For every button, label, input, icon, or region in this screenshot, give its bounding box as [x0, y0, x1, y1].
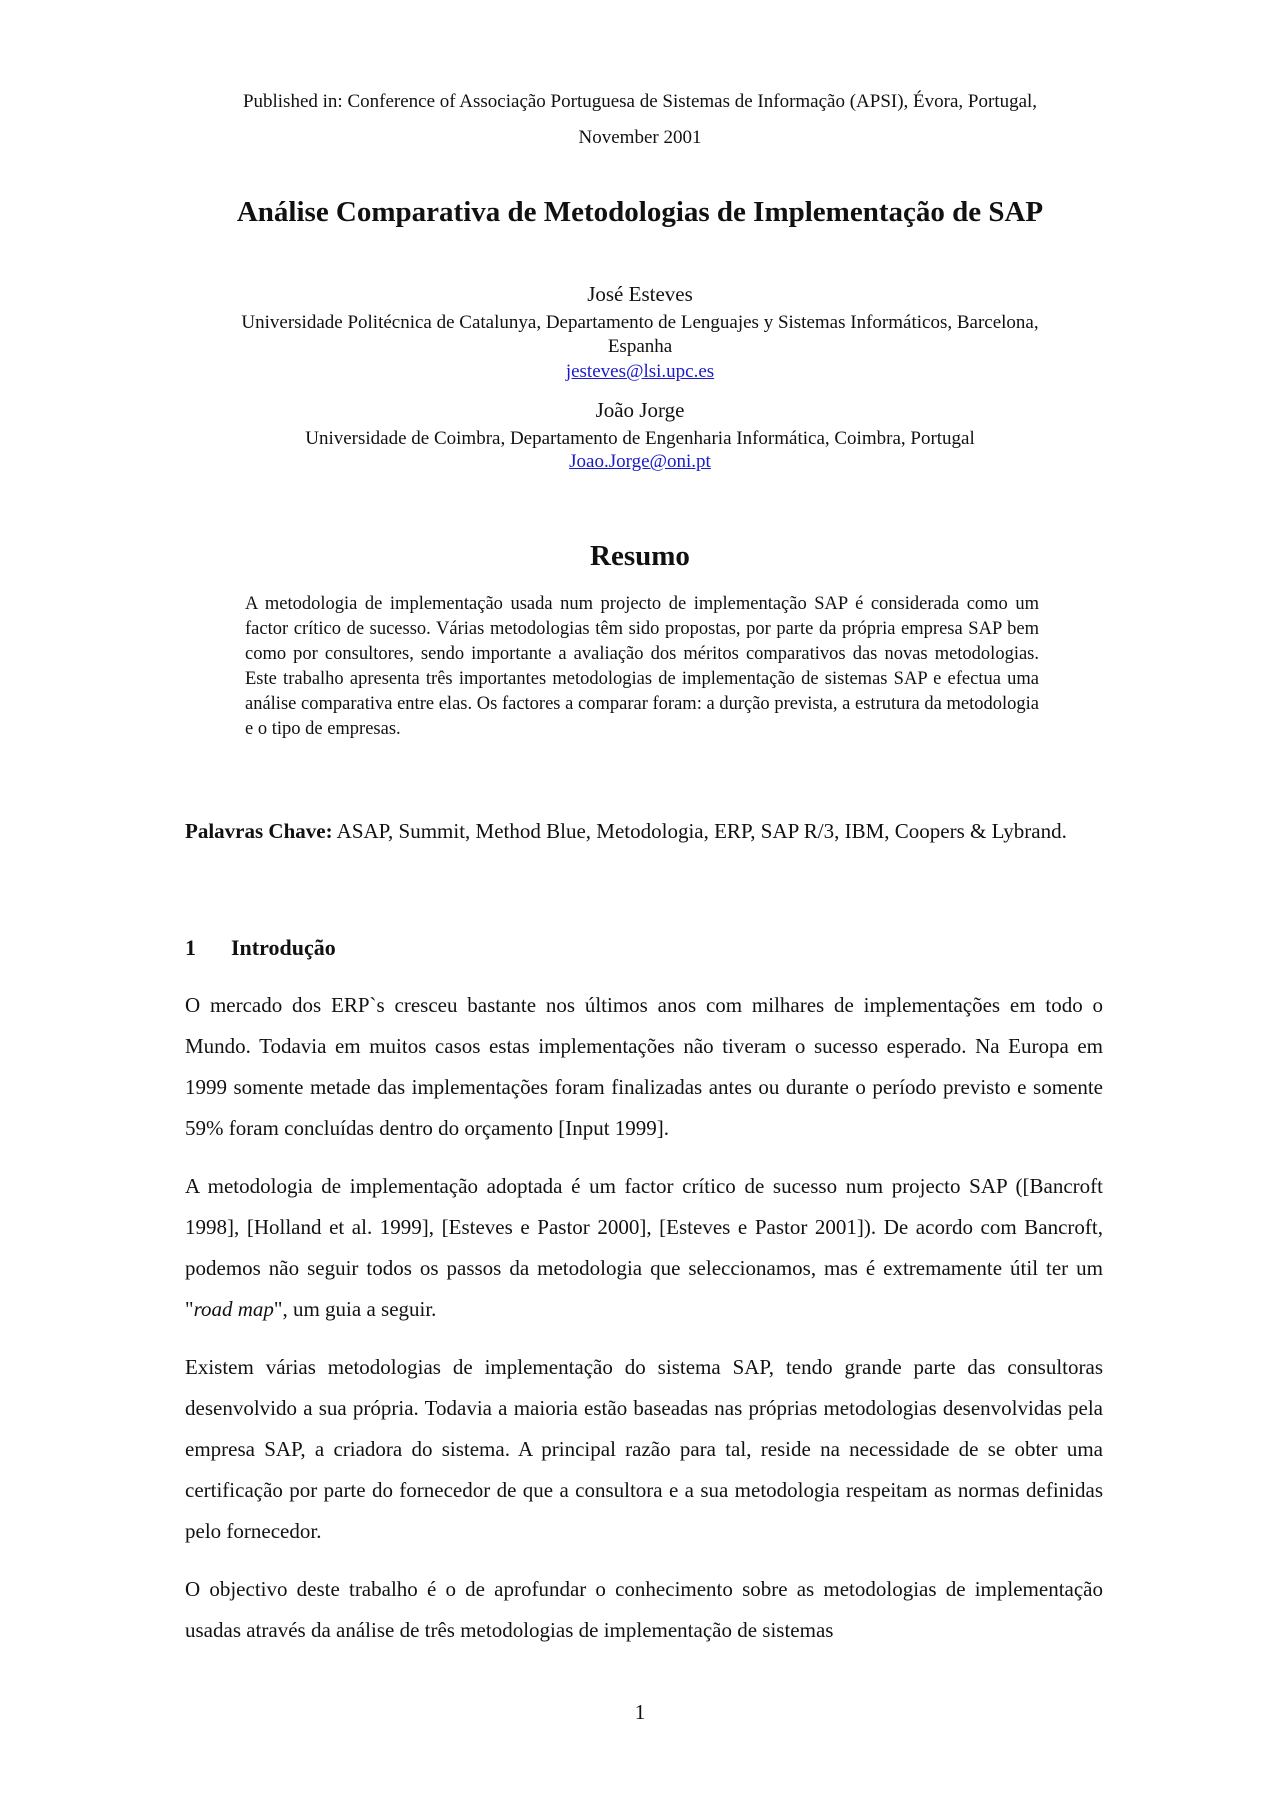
- section-number: 1: [185, 935, 196, 960]
- email-link-2[interactable]: Joao.Jorge@oni.pt: [569, 451, 711, 472]
- abstract-text: A metodologia de implementação usada num projecto de implementação SAP é considerada como um factor crítico de sucesso. Várias metodologias têm sido propostas, por parte da própria empresa SAP bem como por consultores, sendo importante a avaliação dos méritos comparativos das novas metodologias. Este trabalho apresenta três importantes metodologias de implementação de sistemas SAP e efectua uma análise comparativa entre elas. Os factores a comparar foram: a durção prevista, a estrutura da metodologia e o tipo de empresas.: [245, 594, 1039, 739]
- publication-info: [150, 84, 1130, 156]
- keywords-label: Palavras Chave:: [185, 819, 333, 843]
- p2-text-after: ", um guia a seguir.: [273, 1297, 437, 1321]
- intro-paragraph-3: Existem várias metodologias de implementação do sistema SAP, tendo grande parte das consultoras desenvolvido a sua própria. Todavia a maioria estão baseadas nas próprias metodologias desenvolvidas pela empresa SAP, a criadora do sistema. A principal razão para tal, reside na necessidade de se obter uma certificação por parte do fornecedor de que a consultora e a sua metodologia respeitam as normas definidas pelo fornecedor.: [185, 1355, 1103, 1543]
- keywords-text: ASAP, Summit, Method Blue, Metodologia, ERP, SAP R/3, IBM, Coopers & Lybrand.: [332, 819, 1067, 843]
- affiliation-2-line-1: Universidade de Coimbra, Departamento de Engenharia Informática, Coimbra, Portugal: [305, 428, 975, 449]
- intro-paragraph-2: [185, 1166, 1103, 1330]
- author-email-1: [150, 361, 1130, 383]
- paper-title: Análise Comparativa de Metodologias de Implementação de SAP: [236, 196, 1044, 228]
- author-email-2: [150, 451, 1130, 473]
- p2-text-before: A metodologia de implementação adoptada é um factor crítico de sucesso num projecto SAP ([Bancroft 1998], [Holland et al. 1999], [Esteves e Pastor 2000], [Esteves e Pastor 2001]). De acordo com Bancroft, podemos não seguir todos os passos da metodologia que seleccionamos, mas é extremamente útil ter um ": [185, 1174, 1103, 1321]
- affiliation-1-line-1: Universidade Politécnica de Catalunya, Departamento de Lenguajes y Sistemas Informáticos, Barcelona,: [241, 312, 1039, 333]
- author-affiliation-2: [150, 427, 1130, 451]
- abstract-title: Resumo: [590, 540, 690, 572]
- author-affiliation-1: [150, 311, 1130, 359]
- section-title: Introdução: [231, 935, 336, 960]
- publication-line-2: November 2001: [578, 127, 702, 148]
- author-name-1: José Esteves: [587, 282, 693, 306]
- intro-paragraph-1: O mercado dos ERP`s cresceu bastante nos últimos anos com milhares de implementações em todo o Mundo. Todavia em muitos casos estas implementações não tiveram o sucesso esperado. Na Europa em 1999 somente metade das implementações foram finalizadas antes ou durante o período previsto e somente 59% foram concluídas dentro do orçamento [Input 1999].: [185, 993, 1103, 1140]
- keywords: [185, 811, 1103, 852]
- email-link-1[interactable]: jesteves@lsi.upc.es: [565, 361, 715, 382]
- intro-paragraph-4: O objectivo deste trabalho é o de aprofundar o conhecimento sobre as metodologias de implementação usadas através da análise de três metodologias de implementação de sistemas: [185, 1577, 1103, 1642]
- section-heading: [185, 935, 336, 961]
- publication-line-1: Published in: Conference of Associação Portuguesa de Sistemas de Informação (APSI), Évora, Portugal,: [242, 91, 1038, 112]
- page-number: 1: [634, 1700, 646, 1724]
- author-name-2: João Jorge: [595, 398, 685, 422]
- p2-italic-term: road map: [193, 1297, 274, 1321]
- affiliation-1-line-2: Espanha: [607, 336, 673, 357]
